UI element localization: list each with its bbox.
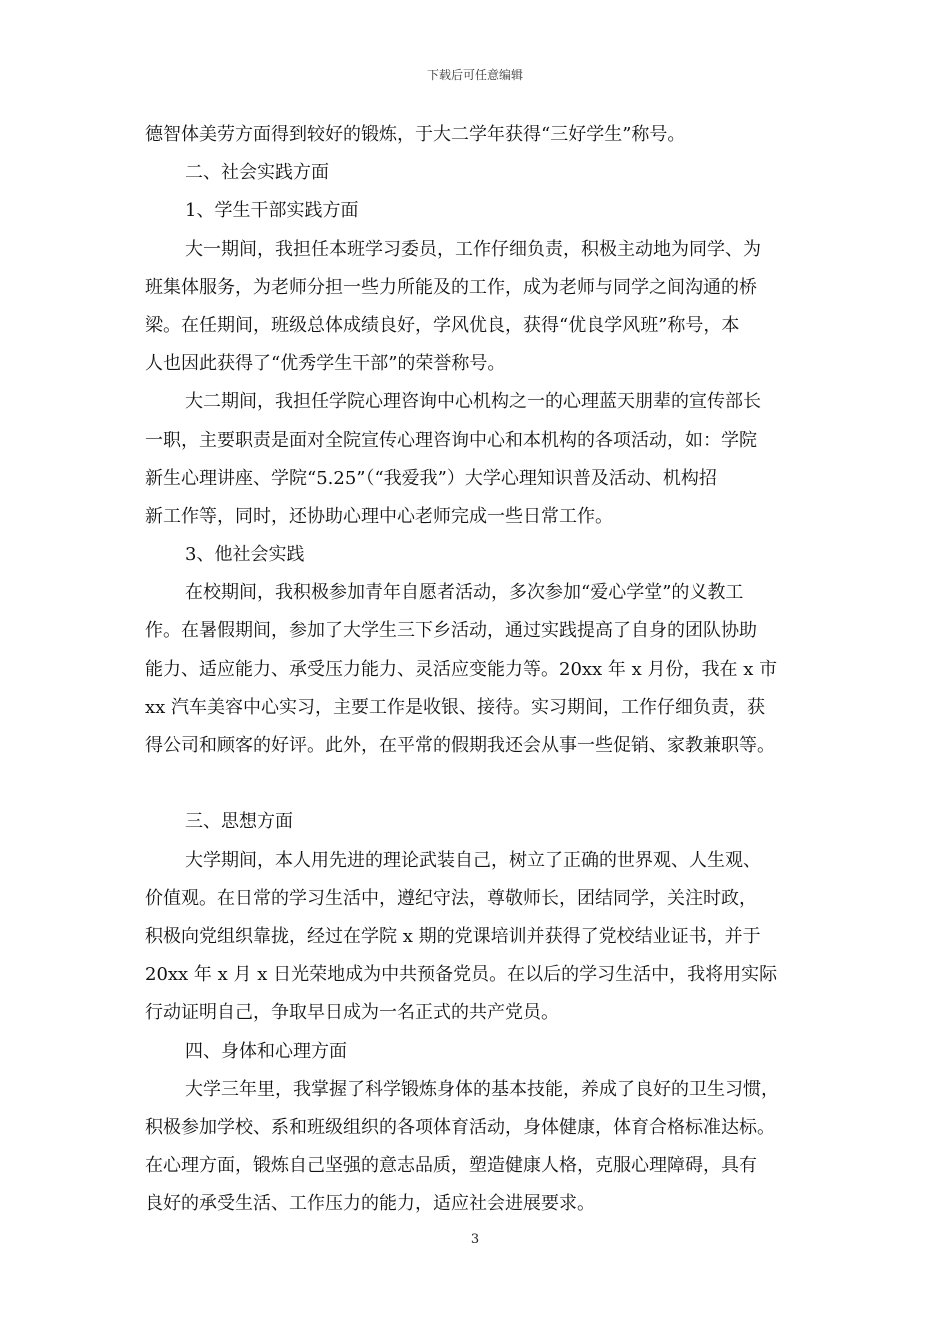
document-body bbox=[145, 116, 820, 1223]
subsection-heading: 1、学生干部实践方面 bbox=[185, 200, 359, 222]
paragraph-line: 能力、适应能力、承受压力能力、灵活应变能力等。20xx 年 x 月份，我在 x 市 bbox=[145, 658, 778, 680]
page-number: 3 bbox=[470, 1232, 480, 1247]
paragraph-line: 20xx 年 x 月 x 日光荣地成为中共预备党员。在以后的学习生活中，我将用实际 bbox=[145, 964, 778, 986]
paragraph-line: 人也因此获得了“优秀学生干部”的荣誉称号。 bbox=[145, 353, 506, 375]
paragraph-line: 作。在暑假期间，参加了大学生三下乡活动，通过实践提高了自身的团队协助 bbox=[145, 620, 757, 642]
paragraph-line: 在校期间，我积极参加青年自愿者活动，多次参加“爱心学堂”的义教工 bbox=[185, 582, 744, 604]
section-heading: 四、身体和心理方面 bbox=[185, 1040, 347, 1062]
paragraph-line: 积极参加学校、系和班级组织的各项体育活动，身体健康，体育合格标准达标。 bbox=[145, 1116, 775, 1138]
blank-line bbox=[145, 765, 820, 803]
paragraph-line: 梁。在任期间，班级总体成绩良好，学风优良，获得“优良学风班”称号，本 bbox=[145, 314, 740, 336]
paragraph-line: 大学三年里，我掌握了科学锻炼身体的基本技能，养成了良好的卫生习惯， bbox=[185, 1078, 779, 1100]
paragraph-line: xx 汽车美容中心实习，主要工作是收银、接待。实习期间，工作仔细负责，获 bbox=[145, 696, 766, 718]
page-header: 下载后可任意编辑 bbox=[426, 68, 523, 82]
section-heading: 二、社会实践方面 bbox=[185, 162, 329, 184]
paragraph-line: 行动证明自己，争取早日成为一名正式的共产党员。 bbox=[145, 1002, 559, 1024]
paragraph-line: 一职，主要职责是面对全院宣传心理咨询中心和本机构的各项活动，如：学院 bbox=[145, 429, 757, 451]
paragraph-line: 新生心理讲座、学院“5.25”（“我爱我”）大学心理知识普及活动、机构招 bbox=[145, 467, 717, 489]
paragraph-line: 大学期间，本人用先进的理论武装自己，树立了正确的世界观、人生观、 bbox=[185, 849, 761, 871]
paragraph-line: 大二期间，我担任学院心理咨询中心机构之一的心理蓝天朋辈的宣传部长 bbox=[185, 391, 761, 413]
paragraph-line: 德智体美劳方面得到较好的锻炼，于大二学年获得“三好学生”称号。 bbox=[145, 124, 686, 145]
paragraph-line: 在心理方面，锻炼自己坚强的意志品质，塑造健康人格，克服心理障碍，具有 bbox=[145, 1155, 757, 1177]
paragraph-line: 良好的承受生活、工作压力的能力，适应社会进展要求。 bbox=[145, 1193, 595, 1215]
section-heading: 三、思想方面 bbox=[185, 811, 293, 833]
subsection-heading: 3、他社会实践 bbox=[185, 544, 305, 566]
paragraph-line: 新工作等，同时，还协助心理中心老师完成一些日常工作。 bbox=[145, 505, 613, 527]
paragraph-line: 得公司和顾客的好评。此外，在平常的假期我还会从事一些促销、家教兼职等。 bbox=[145, 735, 775, 756]
paragraph-line: 积极向党组织靠拢，经过在学院 x 期的党课培训并获得了党校结业证书，并于 bbox=[145, 925, 761, 947]
paragraph-line: 价值观。在日常的学习生活中，遵纪守法，尊敬师长，团结同学，关注时政， bbox=[145, 887, 757, 909]
paragraph-line: 班集体服务，为老师分担一些力所能及的工作，成为老师与同学之间沟通的桥 bbox=[145, 276, 757, 298]
paragraph-line: 大一期间，我担任本班学习委员，工作仔细负责，积极主动地为同学、为 bbox=[185, 238, 761, 260]
